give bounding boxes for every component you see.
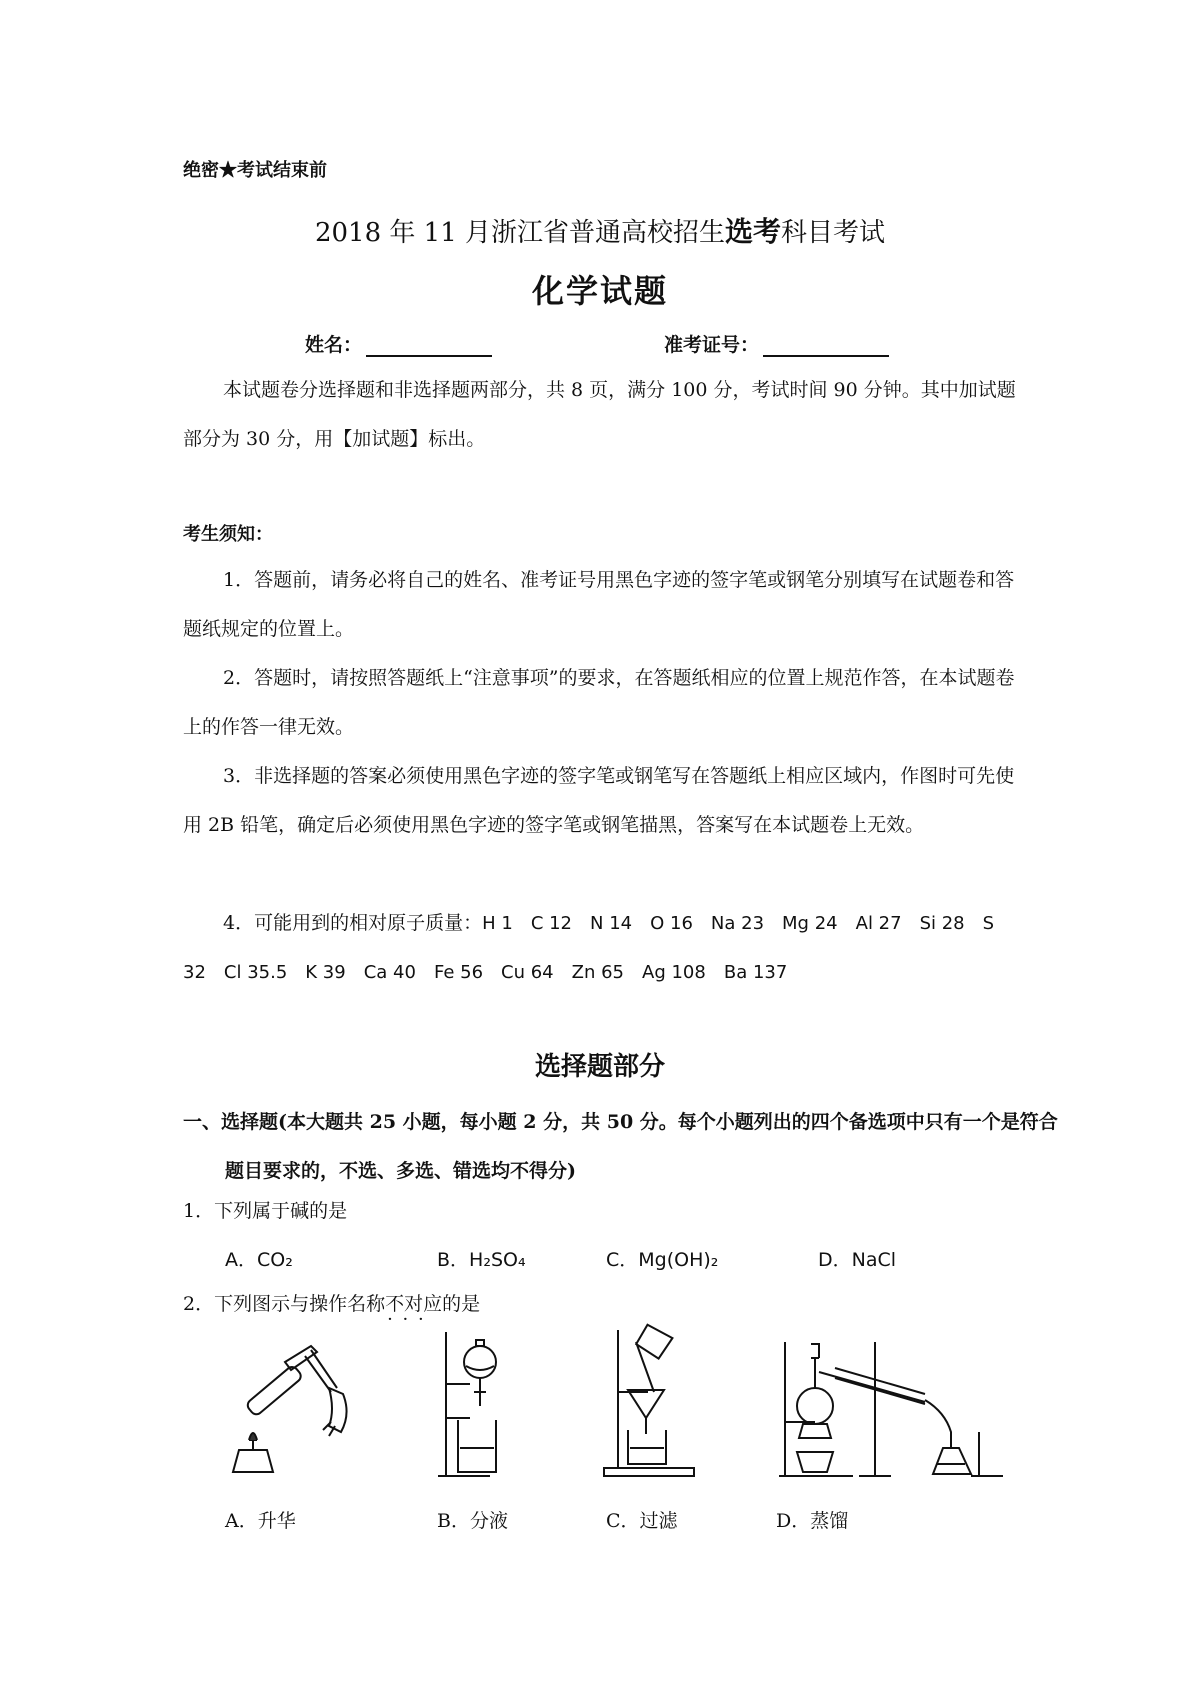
section-title: 选择题部分 — [534, 1052, 665, 1082]
mass-al: Al 27 — [855, 913, 902, 934]
part-heading: 一、选择题(本大题共 25 小题，每小题 2 分，共 50 分。每个小题列出的四个备选项中只有一个是符合题目要求的，不选、多选、错选均不得分) — [183, 1111, 1058, 1182]
name-field[interactable] — [305, 330, 492, 357]
q2-caption-b: B．分液 — [437, 1510, 508, 1532]
exam-id-blank[interactable] — [763, 333, 889, 357]
name-blank[interactable] — [366, 333, 492, 357]
q1-option-a: A．CO₂ — [225, 1249, 293, 1271]
q2-stem-pre: 2．下列图示与操作名称 — [183, 1293, 386, 1315]
notice-rule-2: 2．答题时，请按照答题纸上“注意事项”的要求，在答题纸相应的位置上规范作答，在本试题卷上的作答一律无效。 — [183, 667, 1015, 738]
q1-option-c: C．Mg(OH)₂ — [606, 1249, 719, 1271]
mass-n: N 14 — [590, 913, 633, 934]
q2-caption-d: D．蒸馏 — [776, 1510, 849, 1532]
mass-mg: Mg 24 — [782, 913, 838, 934]
notice-title: 考生须知： — [183, 524, 273, 545]
name-label: 姓名： — [305, 334, 363, 356]
mass-zn: Zn 65 — [571, 962, 625, 983]
notice-rule-3: 3．非选择题的答案必须使用黑色字迹的签字笔或钢笔写在答题纸上相应区域内，作图时可先使用 2B 铅笔，确定后必须使用黑色字迹的签字笔或钢笔描黑，答案写在本试题卷上无效。 — [183, 765, 1015, 836]
mass-c: C 12 — [530, 913, 573, 934]
q2-caption-c: C．过滤 — [606, 1510, 678, 1532]
mass-na: Na 23 — [710, 913, 765, 934]
separatory-funnel-figure — [430, 1322, 530, 1482]
intro-paragraph: 本试题卷分选择题和非选择题两部分，共 8 页，满分 100 分，考试时间 90 分钟。其中加试题部分为 30 分，用【加试题】标出。 — [183, 379, 1016, 450]
exam-title-post: 科目考试 — [781, 218, 886, 248]
distillation-apparatus-figure — [775, 1322, 1015, 1482]
notice-rule-4 — [183, 899, 1023, 997]
sublimation-apparatus-figure — [225, 1322, 365, 1482]
subject-title: 化学试题 — [531, 272, 668, 310]
mass-s: S 32 — [183, 913, 995, 983]
mass-ba: Ba 137 — [723, 962, 788, 983]
mass-ag: Ag 108 — [642, 962, 706, 983]
q1-option-b: B．H₂SO₄ — [437, 1249, 526, 1271]
exam-title — [0, 210, 1200, 250]
rule-4-prefix: 4．可能用到的相对原子质量： — [223, 912, 483, 934]
question-1-stem: 1．下列属于碱的是 — [183, 1200, 348, 1222]
exam-title-pre: 2018 年 11 月浙江省普通高校招生 — [314, 218, 725, 248]
notice-rule-1: 1．答题前，请务必将自己的姓名、准考证号用黑色字迹的签字笔或钢笔分别填写在试题卷和答题纸规定的位置上。 — [183, 569, 1015, 640]
q2-stem-emphasis: 不对应 · · · — [385, 1293, 442, 1315]
question-2-stem — [183, 1289, 480, 1316]
filtration-apparatus-figure — [598, 1322, 708, 1482]
mass-cu: Cu 64 — [501, 962, 554, 983]
mass-ca: Ca 40 — [363, 962, 416, 983]
q2-stem-post: 的是 — [442, 1293, 481, 1315]
q2-caption-a: A．升华 — [225, 1510, 296, 1532]
mass-si: Si 28 — [919, 913, 965, 934]
mass-k: K 39 — [305, 962, 346, 983]
exam-id-field[interactable] — [664, 330, 889, 357]
q1-option-d: D．NaCl — [818, 1249, 897, 1271]
mass-fe: Fe 56 — [433, 962, 484, 983]
exam-id-label: 准考证号： — [664, 334, 760, 356]
mass-o: O 16 — [650, 913, 693, 934]
mass-h: H 1 — [482, 913, 513, 934]
exam-title-em: 选考 — [725, 215, 782, 248]
mass-cl: Cl 35.5 — [223, 962, 288, 983]
secret-note: 绝密★考试结束前 — [183, 160, 327, 181]
